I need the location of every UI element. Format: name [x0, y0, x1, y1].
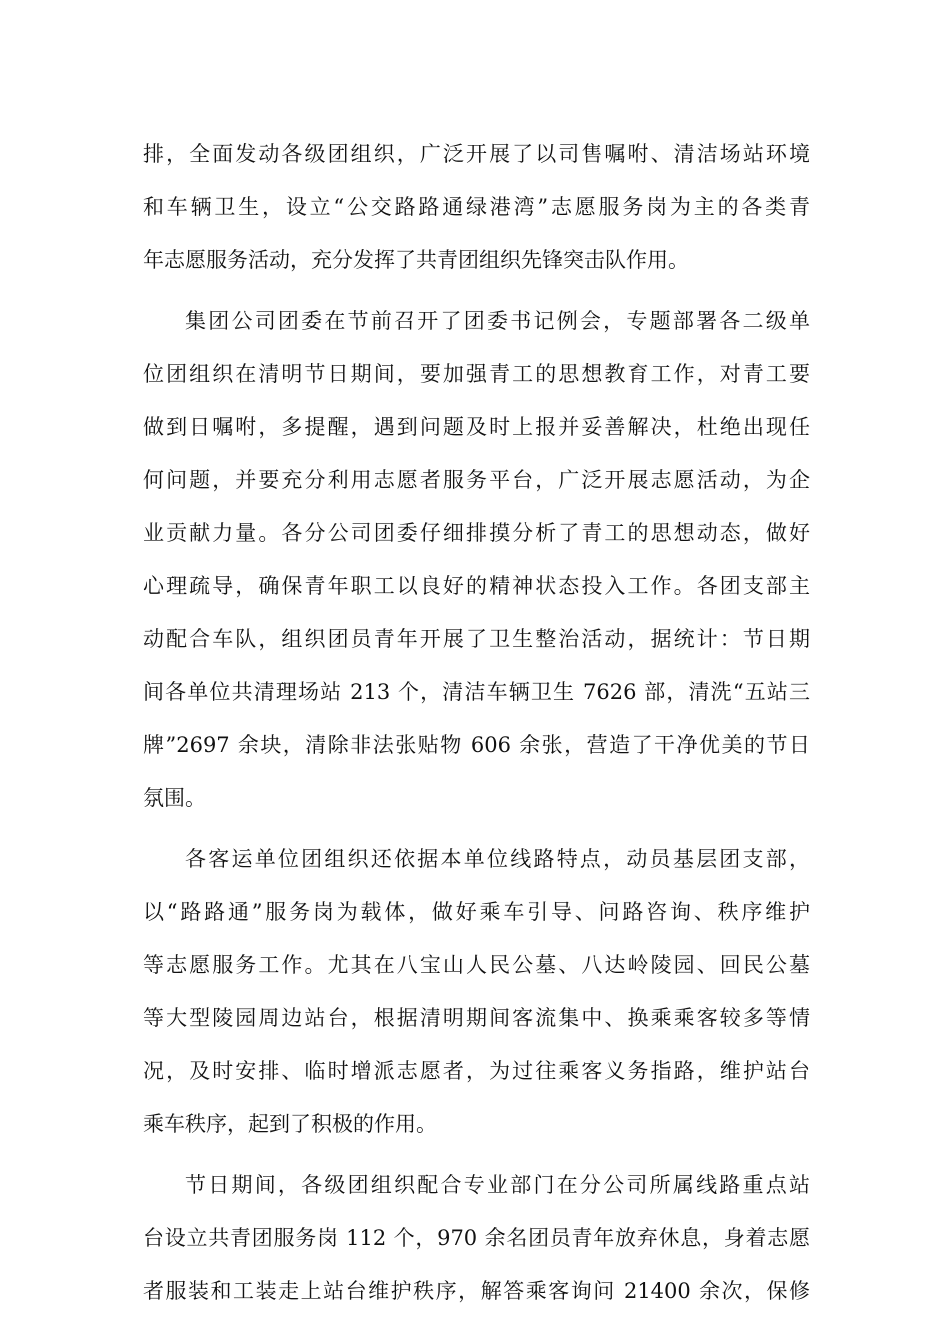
- text-line: 等大型陵园周边站台，根据清明期间客流集中、换乘乘客较多等情: [143, 1006, 810, 1030]
- text-line: 以“路路通”服务岗为载体，做好乘车引导、问路咨询、秩序维护: [143, 900, 810, 924]
- paragraph-1: [143, 128, 810, 287]
- paragraph-4: [143, 1159, 810, 1318]
- text-line: 动配合车队，组织团员青年开展了卫生整治活动，据统计：节日期: [143, 627, 810, 651]
- body-text: [143, 128, 810, 1326]
- text-line: 等志愿服务工作。尤其在八宝山人民公墓、八达岭陵园、回民公墓: [143, 953, 810, 977]
- text-line: 各客运单位团组织还依据本单位线路特点，动员基层团支部，: [185, 847, 810, 871]
- text-line: 心理疏导，确保青年职工以良好的精神状态投入工作。各团支部主: [143, 574, 810, 598]
- text-line: 和车辆卫生，设立“公交路路通绿港湾”志愿服务岗为主的各类青: [143, 195, 810, 219]
- text-line: 集团公司团委在节前召开了团委书记例会，专题部署各二级单: [185, 309, 810, 333]
- text-line: 业贡献力量。各分公司团委仔细排摸分析了青工的思想动态，做好: [143, 521, 810, 545]
- text-line: 做到日嘱咐，多提醒，遇到问题及时上报并妥善解决，杜绝出现任: [143, 415, 810, 439]
- text-line: 节日期间，各级团组织配合专业部门在分公司所属线路重点站: [185, 1173, 810, 1197]
- text-line: 间各单位共清理场站 213 个，清洁车辆卫生 7626 部，清洗“五站三: [143, 680, 810, 704]
- text-line: 排，全面发动各级团组织，广泛开展了以司售嘱咐、清洁场站环境: [143, 142, 810, 166]
- text-line: 氛围。: [143, 786, 206, 810]
- text-line: 况，及时安排、临时增派志愿者，为过往乘客义务指路，维护站台: [143, 1059, 810, 1083]
- text-line: 者服装和工装走上站台维护秩序，解答乘客询问 21400 余次，保修: [143, 1279, 810, 1303]
- text-line: 牌”2697 余块，清除非法张贴物 606 余张，营造了干净优美的节日: [143, 733, 810, 757]
- text-line: 台设立共青团服务岗 112 个，970 余名团员青年放弃休息，身着志愿: [143, 1226, 810, 1250]
- paragraph-2: [143, 295, 810, 825]
- text-line: 年志愿服务活动，充分发挥了共青团组织先锋突击队作用。: [143, 248, 689, 272]
- text-line: 位团组织在清明节日期间，要加强青工的思想教育工作，对青工要: [143, 362, 810, 386]
- paragraph-3: [143, 833, 810, 1151]
- text-line: 乘车秩序，起到了积极的作用。: [143, 1112, 437, 1136]
- text-line: 何问题，并要充分利用志愿者服务平台，广泛开展志愿活动，为企: [143, 468, 810, 492]
